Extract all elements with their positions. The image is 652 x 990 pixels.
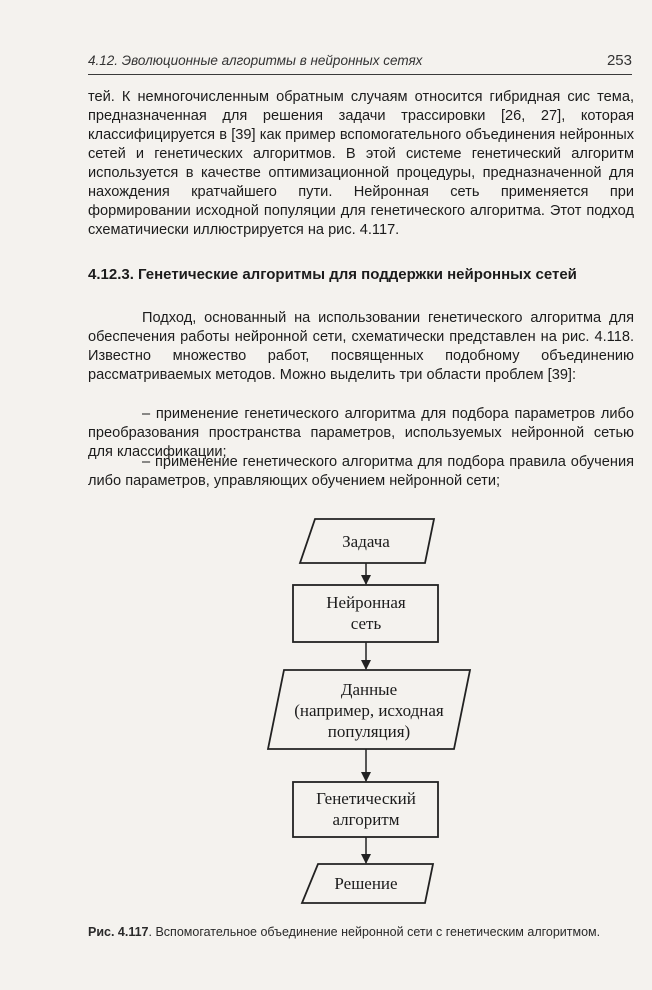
flow-node-neural-network-line2: сеть	[350, 614, 382, 633]
flow-node-data-line1: Данные	[340, 680, 398, 699]
flow-node-data-line3: популяция)	[327, 722, 411, 741]
flow-node-genetic-algorithm	[293, 782, 438, 837]
paragraph-1: тей. К немногочисленным обратным случаям относится гибридная сис тема, предназначенная для решения задачи трассировки [26, 27], которая классифицируется в [39] как пример вспомогательного объединения нейронных сетей и генетических алгоритмов. В этой системе генетический алгоритм используется в качестве оптимизационной процедуры, предназначенной для нахождения кратчайшего пути. Нейронная сеть применяется при формировании исходной популяции для генетического алгоритма. Этот подход схематичиески иллюстрируется на рис. 4.117.	[88, 89, 634, 238]
flow-node-task-label: Задача	[342, 532, 390, 551]
flow-node-neural-network-line1: Нейронная	[326, 593, 406, 612]
flow-node-solution-label: Решение	[334, 874, 398, 893]
running-title: 4.12. Эволюционные алгоритмы в нейронных сетях	[88, 53, 423, 68]
figure-caption-label: Рис. 4.117	[88, 925, 149, 939]
flow-node-neural-network	[293, 585, 438, 642]
flow-node-genetic-algorithm-line1: Генетический	[316, 789, 416, 808]
paragraph-2: Подход, основанный на использовании генетического алгоритма для обеспечения работы нейронной сети, схематически представлен на рис. 4.118. Известно множество работ, посвященных подобному объединению рассматриваемых методов. Можно выделить три области проблем [39]:	[88, 310, 634, 383]
flow-node-task	[300, 519, 434, 563]
section-heading: 4.12.3. Генетические алгоритмы для поддержки нейронных сетей	[88, 266, 577, 283]
list-item: – применение генетического алгоритма для подбора параметров либо преобразования пространства параметров, используемых нейронной сетью для классификации;	[88, 406, 634, 460]
flow-node-data-line2: (например, исходная	[294, 701, 444, 720]
flow-node-data	[268, 670, 470, 749]
figure-caption-text: . Вспомогательное объединение нейронной сети с генетическим алгоритмом.	[148, 925, 601, 939]
figure-caption	[88, 924, 608, 941]
flow-node-solution	[302, 864, 433, 903]
page-number: 253	[606, 52, 632, 69]
list-item: – применение генетического алгоритма для подбора правила обучения либо параметров, управляющих обучением нейронной сети;	[88, 454, 634, 489]
flow-node-genetic-algorithm-line2: алгоритм	[332, 810, 400, 829]
